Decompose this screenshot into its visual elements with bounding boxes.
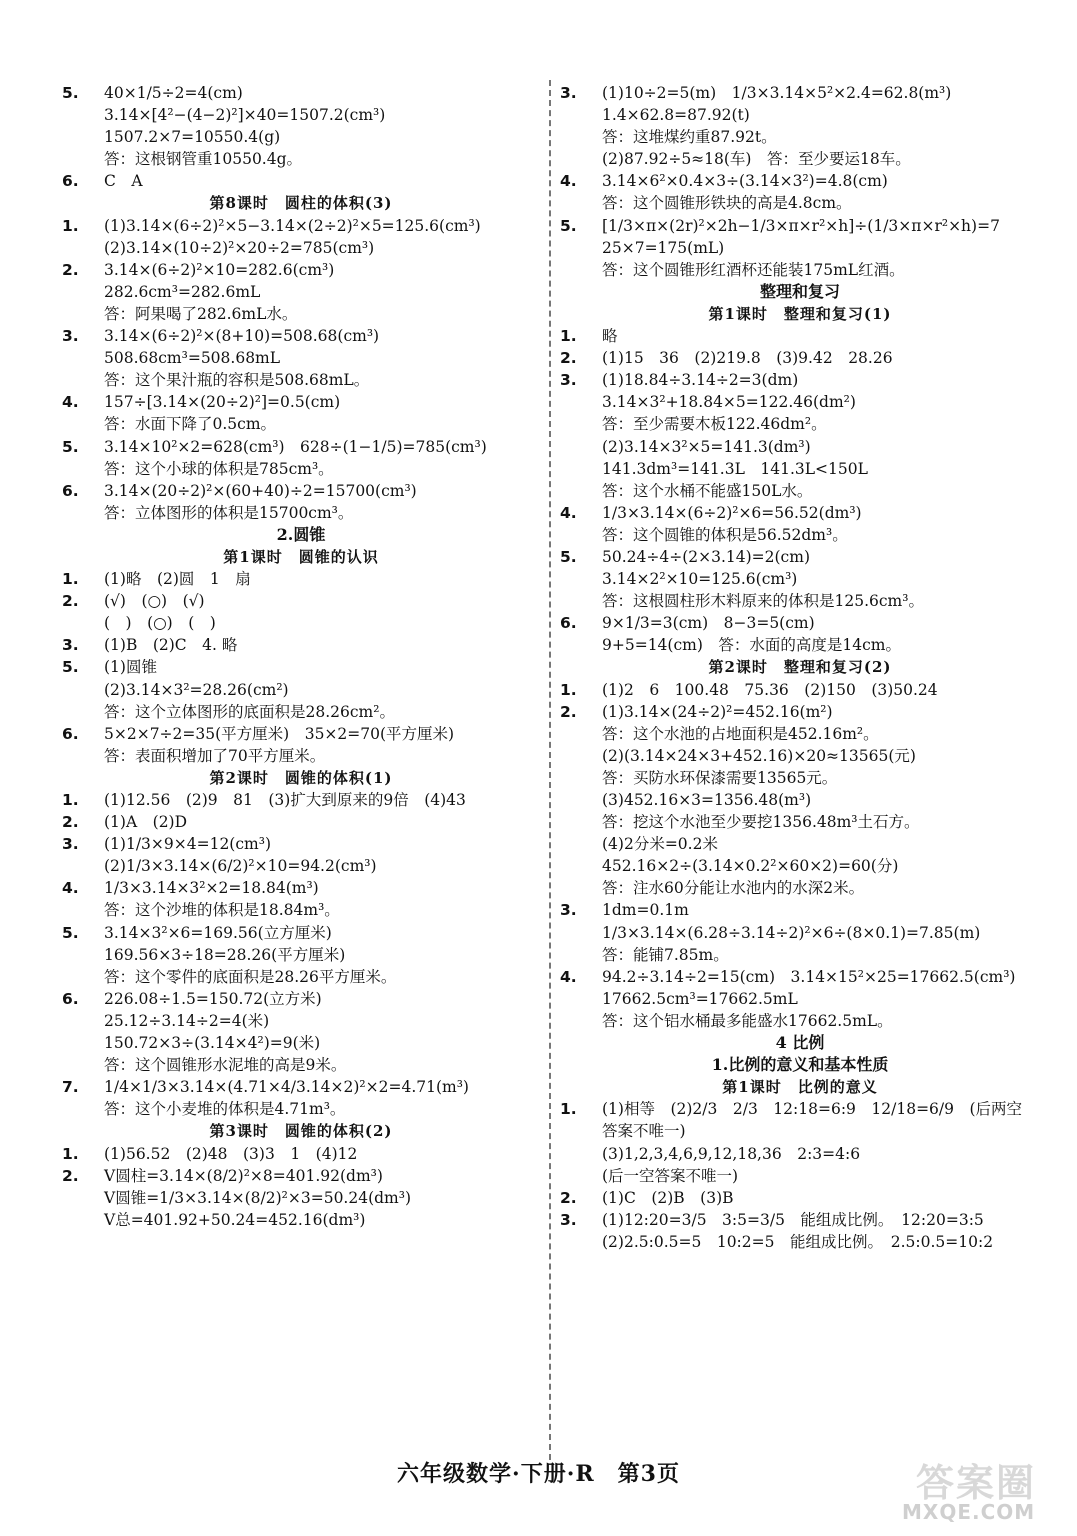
answer-line: (2)3.14×3²×5=141.3(dm³): [602, 437, 811, 456]
answer-item: [62, 922, 540, 944]
answer-line: 答：能铺7.85m。: [602, 945, 729, 964]
item-number: 5.: [62, 437, 79, 456]
answer-item: [560, 1187, 1040, 1209]
answer-item: [560, 502, 1040, 524]
lesson-heading: 第1课时 整理和复习(1): [708, 304, 892, 323]
item-text: (1)B (2)C 4. 略: [104, 636, 238, 655]
answer-item: [560, 1209, 1040, 1231]
answer-item: [62, 634, 540, 656]
item-text: 40×1/5÷2=4(cm): [104, 84, 243, 102]
answer-line: 3.14×2²×10=125.6(cm³): [602, 570, 798, 589]
answer-item: [560, 701, 1040, 723]
answer-line: 答：这个圆锥形红酒杯还能装175mL红酒。: [602, 260, 905, 279]
answer-line: 25.12÷3.14÷2=4(米): [104, 1011, 270, 1030]
answer-line: 答案不唯一): [602, 1122, 686, 1141]
answer-line: 答：这个圆锥的体积是56.52dm³。: [602, 525, 848, 544]
answer-line: 141.3dm³=141.3L 141.3L<150L: [602, 459, 868, 478]
answer-item: [62, 215, 540, 237]
answer-line: 169.56×3÷18=28.26(平方厘米): [104, 945, 346, 964]
item-text: (1)15 36 (2)219.8 (3)9.42 28.26: [602, 349, 893, 368]
answer-item: [62, 656, 540, 678]
item-number: 5.: [62, 923, 79, 942]
answer-line: 答：这个圆锥形水泥堆的高是9米。: [104, 1056, 347, 1075]
item-text: (1)略 (2)圆 1 扇: [104, 570, 251, 589]
item-text: 1/4×1/3×3.14×(4.71×4/3.14×2)²×2=4.71(m³): [104, 1078, 469, 1097]
item-text: 1/3×3.14×(6÷2)²×6=56.52(dm³): [602, 503, 862, 522]
answer-line: 25×7=175(mL): [602, 238, 725, 257]
answer-line: 答：这个果汁瓶的容积是508.68mL。: [104, 371, 370, 390]
item-text: (1)12:20=3/5 3:5=3/5 能组成比例。 12:20=3:5: [602, 1210, 984, 1229]
answer-line: 答：买防水环保漆需要13565元。: [602, 768, 838, 787]
answer-line: (2)87.92÷5≈18(车) 答：至少要运18车。: [602, 150, 911, 169]
answer-item: [62, 789, 540, 811]
answer-item: [560, 215, 1040, 237]
item-text: (1)3.14×(6÷2)²×5−3.14×(2÷2)²×5=125.6(cm³): [104, 216, 481, 235]
item-text: (1)圆锥: [104, 658, 157, 677]
answer-line: 508.68cm³=508.68mL: [104, 349, 281, 368]
section-heading: 4 比例: [775, 1033, 825, 1053]
answer-line: 答：这个沙堆的体积是18.84m³。: [104, 901, 340, 920]
answer-item: [62, 590, 540, 612]
item-text: (1)2 6 100.48 75.36 (2)150 (3)50.24: [602, 680, 938, 699]
answer-item: [62, 811, 540, 833]
answer-line: 150.72×3÷(3.14×4²)=9(米): [104, 1034, 321, 1053]
page-footer: 六年级数学·下册·R 第3页: [397, 1461, 680, 1487]
answer-line: 1.4×62.8=87.92(t): [602, 106, 750, 125]
answer-line: 1507.2×7=10550.4(g): [104, 128, 281, 147]
item-text: 3.14×3²×6=169.56(立方厘米): [104, 923, 332, 942]
answer-line: 452.16×2÷(3.14×0.2²×60×2)=60(分): [602, 857, 899, 876]
item-number: 3.: [560, 1210, 577, 1229]
answer-line: V总=401.92+50.24=452.16(dm³): [104, 1210, 366, 1229]
answer-line: (3)1,2,3,4,6,9,12,18,36 2:3=4:6: [602, 1144, 861, 1163]
item-text: V圆柱=3.14×(8/2)²×8=401.92(dm³): [104, 1166, 383, 1185]
answer-line: 答：这个水池的占地面积是452.16m²。: [602, 724, 879, 743]
answer-item: [62, 833, 540, 855]
answer-line: 282.6cm³=282.6mL: [104, 282, 261, 301]
section-heading: 整理和复习: [759, 281, 840, 301]
item-number: 1.: [62, 1144, 79, 1163]
item-text: (1)10÷2=5(m) 1/3×3.14×5²×2.4=62.8(m³): [602, 84, 952, 102]
answer-line: (2)3.14×(10÷2)²×20÷2=785(cm³): [104, 238, 375, 257]
answer-item: [560, 82, 1040, 104]
lesson-heading: 第1课时 比例的意义: [722, 1078, 878, 1097]
answer-line: V圆锥=1/3×3.14×(8/2)²×3=50.24(dm³): [104, 1188, 412, 1207]
answer-item: [560, 369, 1040, 391]
answer-item: [62, 1076, 540, 1098]
item-number: 3.: [560, 84, 577, 102]
answer-line: 答：这根圆柱形木料原来的体积是125.6cm³。: [602, 592, 924, 611]
right-column: [560, 82, 1040, 1253]
item-text: (1)1/3×9×4=12(cm³): [104, 835, 271, 854]
answer-line: 答：这个水桶不能盛150L水。: [602, 481, 813, 500]
answer-line: 答：这堆煤约重87.92t。: [602, 128, 777, 147]
answer-item: [560, 546, 1040, 568]
answer-line: ( ) (○) ( ): [104, 614, 216, 633]
item-text: 94.2÷3.14÷2=15(cm) 3.14×15²×25=17662.5(cm³): [602, 967, 1016, 986]
item-number: 1.: [560, 680, 577, 699]
item-number: 2.: [560, 1188, 577, 1207]
item-number: 1.: [560, 1100, 577, 1119]
left-column: [62, 82, 540, 1231]
item-number: 1.: [62, 570, 79, 589]
answer-line: 9+5=14(cm) 答：水面的高度是14cm。: [602, 636, 901, 655]
answer-line: 答：这根钢管重10550.4g。: [104, 150, 303, 169]
item-text: 1/3×3.14×3²×2=18.84(m³): [104, 879, 319, 898]
answer-line: 3.14×3²+18.84×5=122.46(dm²): [602, 393, 856, 412]
item-number: 3.: [62, 835, 79, 854]
watermark-url: MXQE.COM: [902, 1500, 1036, 1524]
item-text: 226.08÷1.5=150.72(立方米): [104, 989, 322, 1008]
watermark-logo: [902, 1452, 1062, 1524]
lesson-heading: 第2课时 整理和复习(2): [708, 658, 892, 677]
item-number: 2.: [62, 813, 79, 832]
item-text: (1)相等 (2)2/3 2/3 12:18=6:9 12/18=6/9 (后两空: [602, 1100, 1023, 1119]
item-text: 50.24÷4÷(2×3.14)=2(cm): [602, 547, 810, 566]
answer-line: 答：这个铝水桶最多能盛水17662.5mL。: [602, 1011, 893, 1030]
item-number: 3.: [62, 327, 79, 346]
item-text: 3.14×(6÷2)²×10=282.6(cm³): [104, 260, 335, 279]
item-text: (1)18.84÷3.14÷2=3(dm): [602, 371, 799, 390]
item-number: 4.: [560, 503, 577, 522]
answer-line: 答：这个小球的体积是785cm³。: [104, 459, 334, 478]
answer-line: 17662.5cm³=17662.5mL: [602, 989, 798, 1008]
answer-line: 答：这个立体图形的底面积是28.26cm²。: [104, 702, 395, 721]
section-heading: 2.圆锥: [276, 524, 326, 544]
answer-item: [560, 899, 1040, 921]
answer-line: 答：至少需要木板122.46dm²。: [602, 415, 827, 434]
item-number: 2.: [62, 260, 79, 279]
answer-item: [62, 82, 540, 104]
item-text: 9×1/3=3(cm) 8−3=5(cm): [602, 614, 815, 633]
answer-item: [62, 988, 540, 1010]
item-number: 1.: [62, 791, 79, 809]
answer-line: (2)(3.14×24×3+452.16)×20≈13565(元): [602, 746, 916, 765]
item-number: 6.: [62, 724, 79, 743]
answer-item: [560, 679, 1040, 701]
answer-item: [62, 325, 540, 347]
item-text: 3.14×(6÷2)²×(8+10)=508.68(cm³): [104, 327, 380, 346]
answer-line: (3)452.16×3=1356.48(m³): [602, 791, 812, 809]
item-text: (1)A (2)D: [104, 813, 188, 832]
answer-line: (2)1/3×3.14×(6/2)²×10=94.2(cm³): [104, 857, 377, 876]
section-heading: 1.比例的意义和基本性质: [711, 1055, 889, 1075]
answer-item: [560, 325, 1040, 347]
item-number: 6.: [62, 989, 79, 1008]
item-number: 6.: [560, 614, 577, 633]
answer-line: 1/3×3.14×(6.28÷3.14÷2)²×6÷(8×0.1)=7.85(m): [602, 923, 981, 942]
item-number: 5.: [560, 216, 577, 235]
item-number: 2.: [560, 349, 577, 368]
item-text: (√) (○) (√): [104, 592, 205, 611]
answer-line: (2)3.14×3²=28.26(cm²): [104, 680, 289, 699]
answer-item: [560, 612, 1040, 634]
answer-line: 答：这个小麦堆的体积是4.71m³。: [104, 1100, 346, 1119]
answer-item: [560, 347, 1040, 369]
item-text: 5×2×7÷2=35(平方厘米) 35×2=70(平方厘米): [104, 724, 455, 743]
watermark-text: 答案圈: [916, 1461, 1037, 1505]
item-text: [1/3×π×(2r)²×2h−1/3×π×r²×h]÷(1/3×π×r²×h)=7: [602, 216, 1000, 235]
answer-item: [62, 723, 540, 745]
item-number: 5.: [560, 547, 577, 566]
item-text: 3.14×(20÷2)²×(60+40)÷2=15700(cm³): [104, 481, 417, 500]
answer-line: 答：这个零件的底面积是28.26平方厘米。: [104, 967, 397, 986]
answer-item: [62, 877, 540, 899]
item-number: 4.: [62, 879, 79, 898]
answer-item: [62, 568, 540, 590]
answer-item: [62, 436, 540, 458]
item-number: 6.: [62, 172, 79, 191]
answer-line: 答：水面下降了0.5cm。: [104, 415, 277, 434]
answer-line: 答：注水60分能让水池内的水深2米。: [602, 879, 865, 898]
answer-line: (4)2分米=0.2米: [602, 835, 718, 854]
item-text: (1)3.14×(24÷2)²=452.16(m²): [602, 702, 833, 721]
answer-item: [560, 966, 1040, 988]
answer-item: [62, 170, 540, 192]
answer-item: [62, 480, 540, 502]
answer-line: (2)2.5:0.5=5 10:2=5 能组成比例。 2.5:0.5=10:2: [602, 1232, 994, 1251]
item-text: C A: [104, 172, 143, 191]
item-number: 3.: [62, 636, 79, 655]
item-text: 略: [602, 327, 618, 346]
answer-item: [560, 170, 1040, 192]
item-number: 4.: [62, 393, 79, 412]
answer-line: 3.14×[4²−(4−2)²]×40=1507.2(cm³): [104, 106, 386, 125]
item-text: 1dm=0.1m: [602, 901, 689, 920]
item-number: 4.: [560, 172, 577, 191]
item-number: 3.: [560, 901, 577, 920]
item-text: (1)C (2)B (3)B: [602, 1188, 734, 1207]
item-text: 3.14×6²×0.4×3÷(3.14×3²)=4.8(cm): [602, 172, 888, 191]
answer-item: [62, 1143, 540, 1165]
item-number: 2.: [62, 1166, 79, 1185]
item-text: (1)12.56 (2)9 81 (3)扩大到原来的9倍 (4)43: [104, 791, 466, 809]
column-divider: [549, 80, 551, 1460]
answer-line: 答：表面积增加了70平方厘米。: [104, 746, 326, 765]
item-number: 7.: [62, 1078, 79, 1097]
answer-item: [62, 1165, 540, 1187]
item-number: 1.: [62, 216, 79, 235]
item-text: 157÷[3.14×(20÷2)²]=0.5(cm): [104, 393, 341, 412]
answer-item: [62, 259, 540, 281]
item-number: 6.: [62, 481, 79, 500]
lesson-heading: 第1课时 圆锥的认识: [223, 547, 379, 566]
item-text: 3.14×10²×2=628(cm³) 628÷(1−1/5)=785(cm³): [104, 437, 487, 456]
item-number: 3.: [560, 371, 577, 390]
answer-item: [62, 391, 540, 413]
item-number: 4.: [560, 967, 577, 986]
answer-line: 答：立体图形的体积是15700cm³。: [104, 503, 354, 522]
item-number: 2.: [62, 592, 79, 611]
item-number: 1.: [560, 327, 577, 346]
lesson-heading: 第3课时 圆锥的体积(2): [209, 1122, 393, 1141]
item-number: 5.: [62, 658, 79, 677]
answer-line: 答：阿果喝了282.6mL水。: [104, 304, 298, 323]
answer-line: 答：这个圆锥形铁块的高是4.8cm。: [602, 194, 852, 213]
item-text: (1)56.52 (2)48 (3)3 1 (4)12: [104, 1144, 358, 1163]
answer-item: [560, 1098, 1040, 1120]
item-number: 5.: [62, 84, 79, 102]
answer-line: 答：挖这个水池至少要挖1356.48m³土石方。: [602, 813, 920, 832]
item-number: 2.: [560, 702, 577, 721]
answer-line: (后一空答案不唯一): [602, 1166, 739, 1185]
lesson-heading: 第8课时 圆柱的体积(3): [209, 194, 393, 213]
lesson-heading: 第2课时 圆锥的体积(1): [209, 768, 393, 787]
